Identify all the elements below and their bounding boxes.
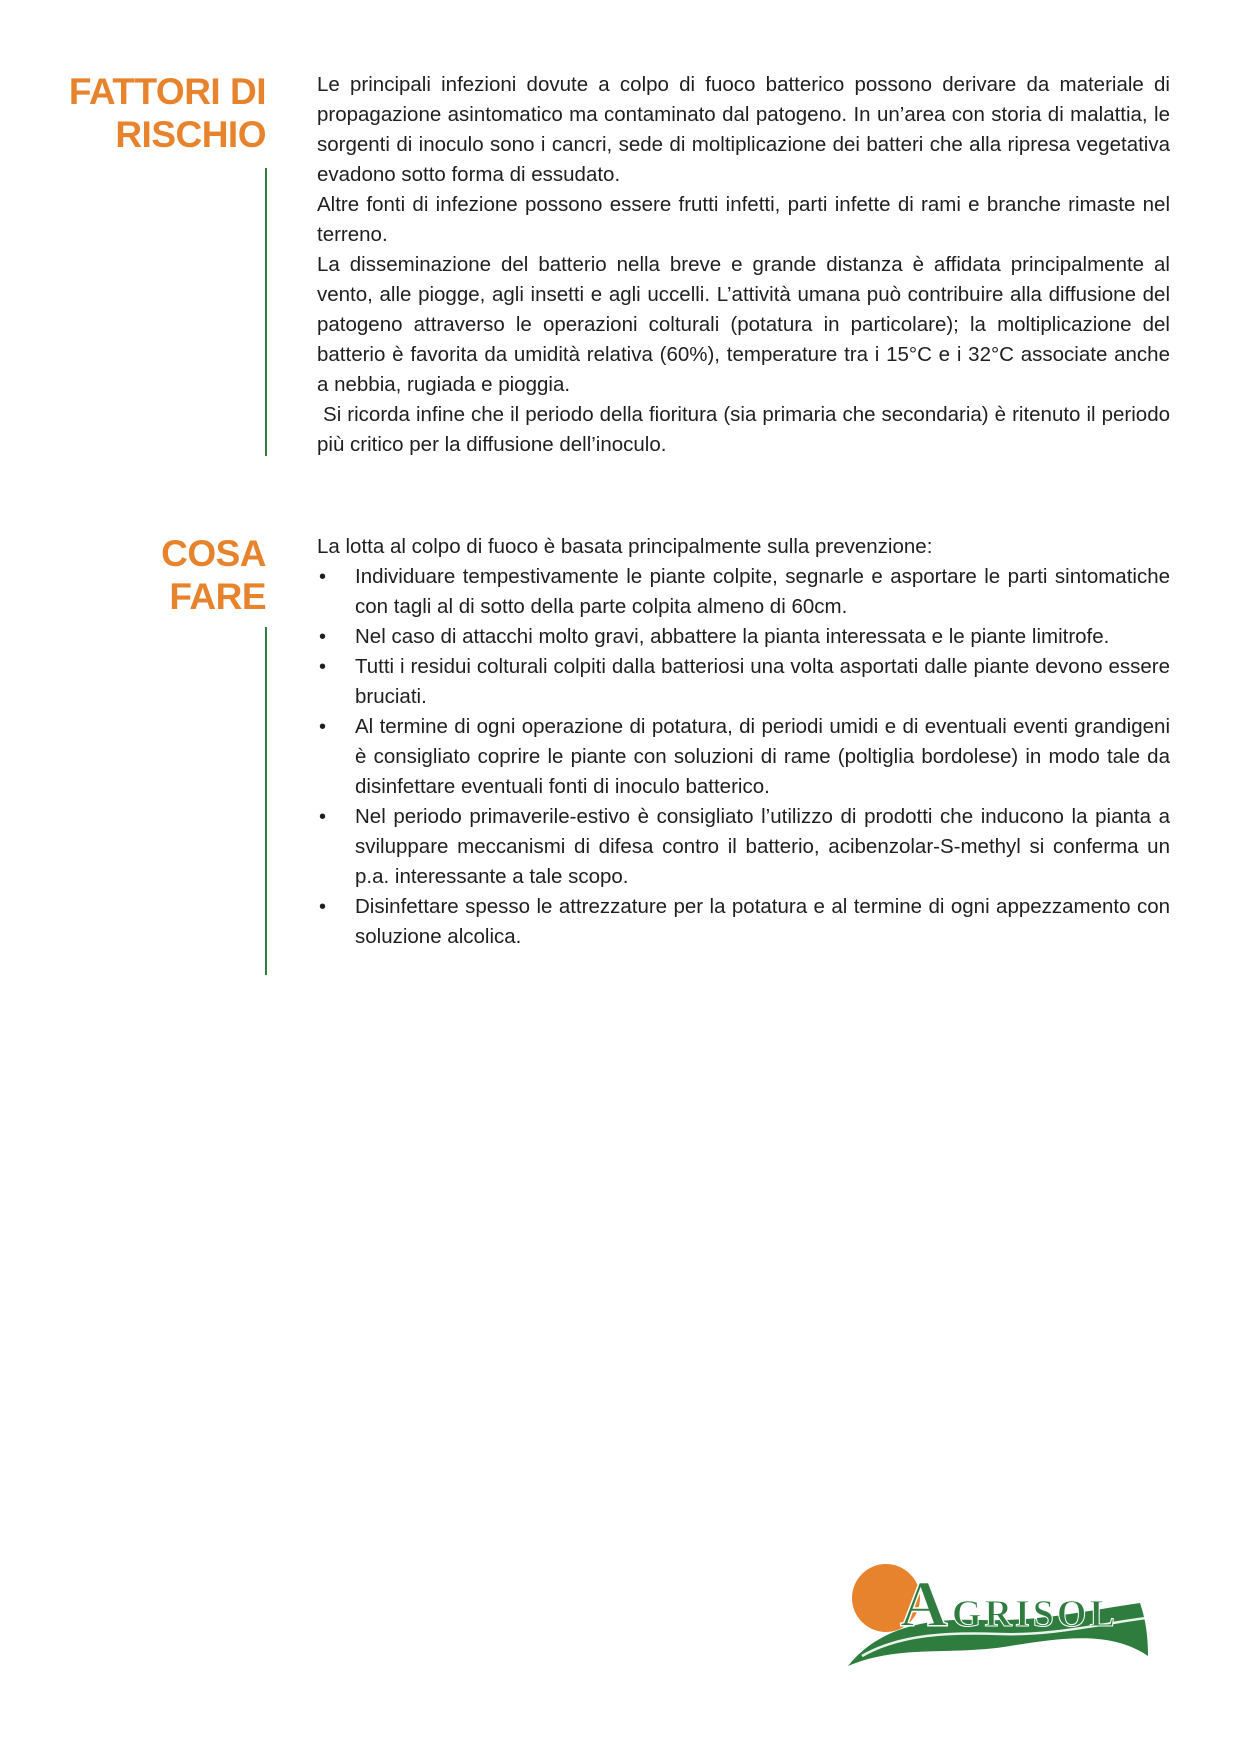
- list-item: [317, 802, 1170, 892]
- list-item-text: Nel caso di attacchi molto gravi, abbattere la pianta interessata e le piante limitrofe.: [355, 625, 1110, 648]
- heading-line: RISCHIO: [115, 114, 266, 155]
- section-body: [317, 70, 1176, 460]
- list-item: [317, 892, 1170, 952]
- vertical-divider: [265, 627, 267, 975]
- agrisol-logo: [840, 1548, 1160, 1678]
- intro-text: La lotta al colpo di fuoco è basata principalmente sulla prevenzione:: [317, 535, 933, 558]
- heading-line: FARE: [169, 576, 266, 617]
- vertical-divider: [265, 168, 267, 456]
- paragraph: Altre fonti di infezione possono essere frutti infetti, parti infette di rami e branche rimaste nel terreno.: [317, 193, 1170, 246]
- bullet-icon: •: [319, 656, 327, 678]
- bullet-icon: •: [319, 716, 327, 738]
- list-item: [317, 652, 1170, 712]
- list-item: [317, 622, 1170, 652]
- bullet-icon: •: [319, 806, 327, 828]
- section-heading: [40, 532, 266, 618]
- agrisol-logo-icon: [840, 1548, 1160, 1678]
- bullet-icon: •: [319, 896, 327, 918]
- list-item-text: Al termine di ogni operazione di potatura, di periodi umidi e di eventuali eventi grandigeni è consigliato coprire le piante con soluzioni di rame (poltiglia bordolese) in modo tale da disinfettare eventuali fonti di inoculo batterico.: [355, 715, 1170, 798]
- paragraph: Le principali infezioni dovute a colpo di fuoco batterico possono derivare da materiale di propagazione asintomatico ma contaminato dal patogeno. In un’area con storia di malattia, le sorgenti di inoculo sono i cancri, sede di moltiplicazione dei batteri che alla ripresa vegetativa evadono sotto forma di essudato.: [317, 73, 1170, 186]
- section-body: [317, 532, 1170, 952]
- logo-text: GRISOL: [952, 1593, 1118, 1635]
- paragraph: La disseminazione del batterio nella breve e grande distanza è affidata principalmente al vento, alle piogge, agli insetti e agli uccelli. L’attività umana può contribuire alla diffusione del patogeno attraverso le operazioni colturali (potatura in particolare); la moltiplicazione del batterio è favorita da umidità relativa (60%), temperature tra i 15°C e i 32°C associate anche a nebbia, rugiada e pioggia.: [317, 253, 1170, 396]
- section-heading: [40, 70, 266, 156]
- heading-line: FATTORI DI: [68, 71, 266, 112]
- list-item-text: Tutti i residui colturali colpiti dalla batteriosi una volta asportati dalle piante devono essere bruciati.: [355, 655, 1170, 708]
- list-item-text: Individuare tempestivamente le piante colpite, segnarle e asportare le parti sintomatiche con tagli al di sotto della parte colpita almeno di 60cm.: [355, 565, 1170, 618]
- bullet-icon: •: [319, 626, 327, 648]
- list-item-text: Nel periodo primaverile-estivo è consigliato l’utilizzo di prodotti che inducono la pianta a sviluppare meccanismi di difesa contro il batterio, acibenzolar-S-methyl si conferma un p.a. interessante a tale scopo.: [355, 805, 1170, 888]
- paragraph: Si ricorda infine che il periodo della fioritura (sia primaria che secondaria) è ritenuto il periodo più critico per la diffusione dell’inoculo.: [317, 403, 1176, 456]
- list-item: [317, 562, 1170, 622]
- list-item: [317, 712, 1170, 802]
- logo-letter-a: A: [900, 1568, 948, 1641]
- list-item-text: Disinfettare spesso le attrezzature per la potatura e al termine di ogni appezzamento con soluzione alcolica.: [355, 895, 1170, 948]
- bullet-icon: •: [319, 566, 327, 588]
- bullet-list: [317, 562, 1170, 952]
- heading-line: COSA: [161, 533, 266, 574]
